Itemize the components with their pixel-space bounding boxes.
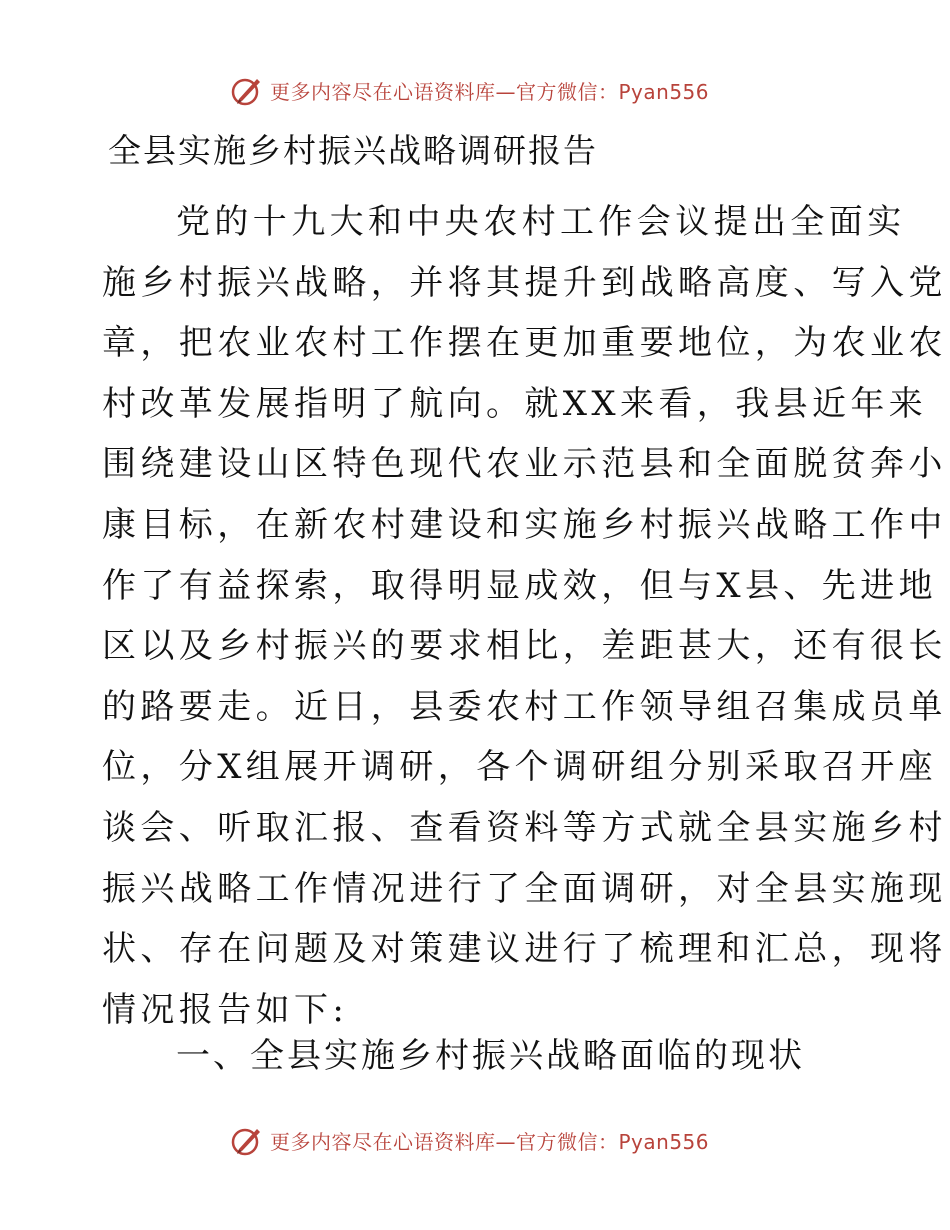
paragraph-line: 谈会、听取汇报、查看资料等方式就全县实施乡村 xyxy=(102,807,947,848)
section-heading: 一、全县实施乡村振兴战略面临的现状 xyxy=(176,1036,805,1076)
body-paragraph xyxy=(102,192,947,1040)
paragraph-line: 情况报告如下: xyxy=(102,989,349,1030)
watermark-header xyxy=(230,70,709,110)
watermark-text: 更多内容尽在心语资料库—官方微信：Pyan556 xyxy=(270,79,710,104)
paragraph-line: 振兴战略工作情况进行了全面调研，对全县实施现 xyxy=(102,868,947,909)
paragraph-line: 的路要走。近日，县委农村工作领导组召集成员单 xyxy=(102,686,947,727)
watermark-text: 更多内容尽在心语资料库—官方微信：Pyan556 xyxy=(270,1129,710,1154)
document-title: 全县实施乡村振兴战略调研报告 xyxy=(108,131,598,170)
paragraph-line: 康目标，在新农村建设和实施乡村振兴战略工作中 xyxy=(102,504,947,545)
paragraph-line: 围绕建设山区特色现代农业示范县和全面脱贫奔小 xyxy=(102,444,947,485)
paragraph-line: 党的十九大和中央农村工作会议提出全面实 xyxy=(176,202,906,242)
watermark-footer xyxy=(230,1120,709,1160)
paragraph-line: 作了有益探索，取得明显成效，但与X县、先进地 xyxy=(102,565,938,606)
paragraph-line: 位，分X组展开调研，各个调研组分别采取召开座 xyxy=(102,747,938,788)
paragraph-line: 章，把农业农村工作摆在更加重要地位，为农业农 xyxy=(102,323,947,364)
quill-pen-logo-icon xyxy=(230,1123,264,1157)
quill-pen-logo-icon xyxy=(230,73,264,107)
paragraph-line: 施乡村振兴战略，并将其提升到战略高度、写入党 xyxy=(102,262,947,303)
paragraph-line: 村改革发展指明了航向。就XX来看，我县近年来 xyxy=(102,383,928,424)
paragraph-line: 区以及乡村振兴的要求相比，差距甚大，还有很长 xyxy=(102,626,947,667)
paragraph-line: 状、存在问题及对策建议进行了梳理和汇总，现将 xyxy=(102,929,947,970)
